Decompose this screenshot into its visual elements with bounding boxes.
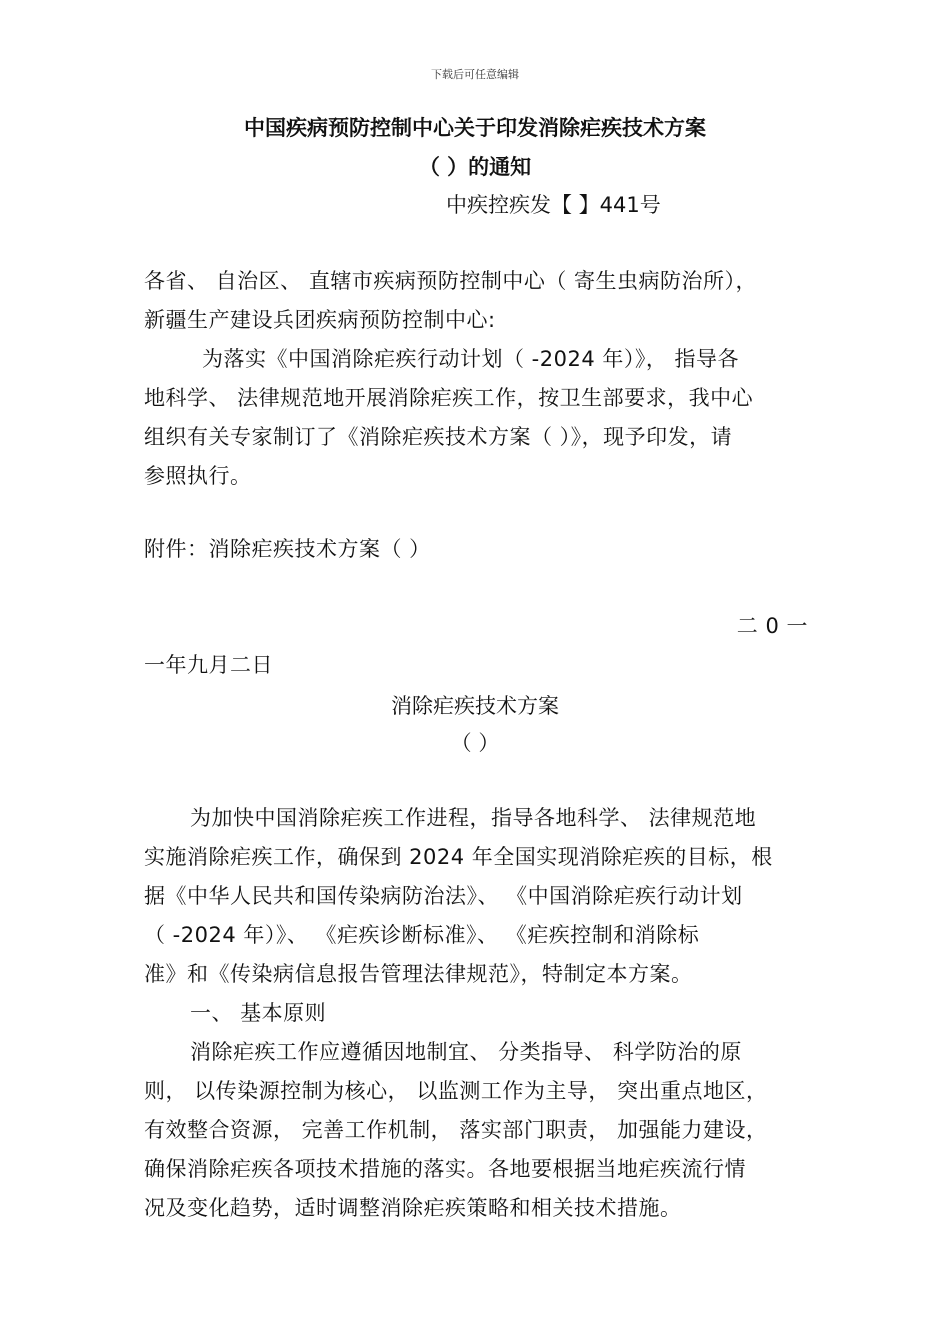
paragraph-line: 地科学、 法律规范地开展消除疟疾工作，按卫生部要求，我中心 bbox=[144, 386, 754, 410]
intro-paragraph bbox=[144, 340, 808, 496]
paragraph-line: 参照执行。 bbox=[144, 464, 252, 488]
date-line2: 一年九月二日 bbox=[144, 653, 273, 677]
addressee-line: 新疆生产建设兵团疾病预防控制中心: bbox=[144, 308, 496, 332]
attachment-line bbox=[144, 530, 808, 569]
paragraph-line: 则， 以传染源控制为核心， 以监测工作为主导， 突出重点地区， bbox=[144, 1079, 768, 1103]
paragraph-line: 为落实《中国消除疟疾行动计划（ -2024 年）》， 指导各 bbox=[202, 347, 740, 371]
section-title-line1: 消除疟疾技术方案 bbox=[391, 694, 559, 718]
paragraph-line: 有效整合资源， 完善工作机制， 落实部门职责， 加强能力建设， bbox=[144, 1118, 768, 1142]
purpose-paragraph bbox=[144, 799, 808, 1228]
paragraph-line: 消除疟疾工作应遵循因地制宜、 分类指导、 科学防治的原 bbox=[190, 1040, 742, 1064]
paragraph-line: 据《中华人民共和国传染病防治法》、 《中国消除疟疾行动计划 bbox=[144, 884, 743, 908]
addressee bbox=[144, 262, 808, 340]
document-number: 中疾控疾发【 】441号 bbox=[446, 193, 661, 217]
paragraph-line: 确保消除疟疾各项技术措施的落实。各地要根据当地疟疾流行情 bbox=[144, 1157, 746, 1181]
paragraph-line: 实施消除疟疾工作，确保到 2024 年全国实现消除疟疾的目标，根 bbox=[144, 845, 773, 869]
paragraph-line: （ -2024 年）》、 《疟疾诊断标准》、 《疟疾控制和消除标 bbox=[144, 923, 700, 947]
section-title-line2: （ ） bbox=[450, 731, 500, 755]
paragraph-line: 组织有关专家制订了《消除疟疾技术方案（ ）》，现予印发，请 bbox=[144, 425, 733, 449]
paragraph-line: 况及变化趋势，适时调整消除疟疾策略和相关技术措施。 bbox=[144, 1196, 682, 1220]
addressee-line: 各省、 自治区、 直辖市疾病预防控制中心（ 寄生虫病防治所）， bbox=[144, 269, 758, 293]
document-title-line1: 中国疾病预防控制中心关于印发消除疟疾技术方案 bbox=[244, 116, 706, 140]
document-title-line2: （ ）的通知 bbox=[418, 155, 532, 179]
section-heading: 一、 基本原则 bbox=[190, 1001, 327, 1025]
date-line1: 二 0 一 bbox=[736, 614, 808, 638]
paragraph-line: 为加快中国消除疟疾工作进程，指导各地科学、 法律规范地 bbox=[190, 806, 757, 830]
paragraph-line: 准》和《传染病信息报告管理法律规范》，特制定本方案。 bbox=[144, 962, 693, 986]
header-note: 下载后可任意编辑 bbox=[431, 68, 519, 81]
attachment-text: 附件：消除疟疾技术方案（ ） bbox=[144, 537, 431, 561]
